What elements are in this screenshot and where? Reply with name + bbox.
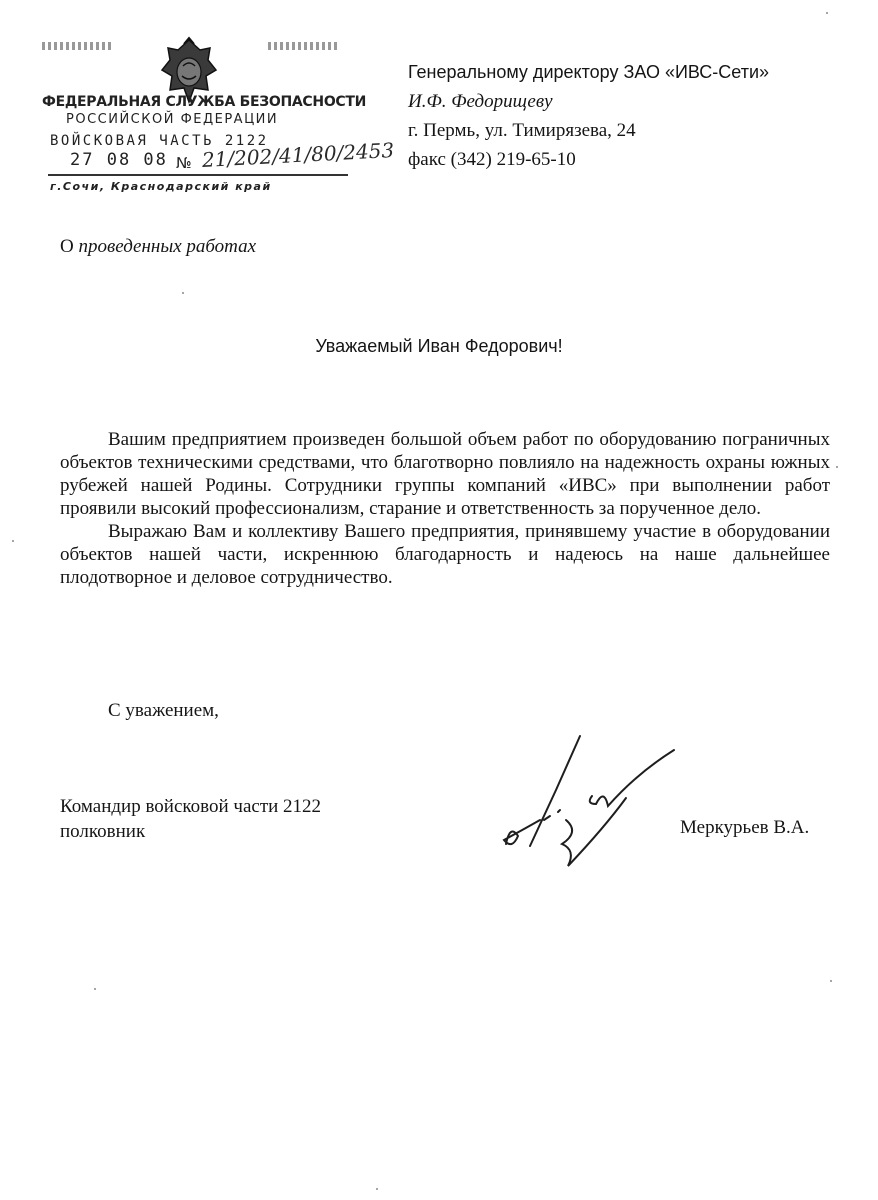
letterhead-city: г.Сочи, Краснодарский край (50, 180, 272, 193)
addressee-address: г. Пермь, ул. Тимирязева, 24 (408, 120, 636, 141)
salutation: Уважаемый Иван Федорович! (315, 336, 563, 356)
letter-number: 21/202/41/80/2453 (201, 137, 395, 172)
letter-subject (60, 236, 256, 258)
signatory-block (60, 794, 321, 844)
letter-date: 27 08 08 (70, 150, 168, 170)
signatory-rank: полковник (60, 821, 146, 842)
number-prefix: № (176, 154, 192, 172)
scan-speck (836, 466, 838, 468)
subject-text: проведенных работах (78, 236, 257, 257)
body-paragraph: Выражаю Вам и коллективу Вашего предприятия, принявшему участие в оборудовании объектов нашей части, искреннюю благодарность и надеюсь на наше дальнейшее плодотворное и деловое сотрудничество. (60, 521, 830, 588)
letterhead-stamp (30, 32, 395, 197)
scan-speck (830, 980, 832, 982)
scan-speck (12, 540, 14, 542)
addressee-name: И.Ф. Федорищеву (408, 91, 553, 112)
org-name-line2: РОССИЙСКОЙ ФЕДЕРАЦИИ (66, 112, 279, 127)
smudge-mark (42, 42, 112, 50)
subject-lead: О (60, 236, 79, 257)
scan-speck (182, 292, 184, 294)
addressee-fax: факс (342) 219-65-10 (408, 149, 576, 170)
letterhead-rule (48, 174, 348, 176)
body-paragraph: Вашим предприятием произведен большой объем работ по оборудованию пограничных объектов техническими средствами, что благотворно повлияло на надежность охраны южных рубежей нашей Родины. Сотрудники группы компаний «ИВС» при выполнении работ проявили высокий профессионализм, старание и ответственность за порученное дело. (60, 429, 830, 519)
signatory-position: Командир войсковой части 2122 (60, 796, 322, 817)
signer-name: Меркурьев В.А. (680, 817, 810, 838)
addressee-title: Генеральному директору ЗАО «ИВС-Сети» (408, 62, 770, 82)
scan-speck (94, 988, 96, 990)
military-unit: ВОЙСКОВАЯ ЧАСТЬ 2122 (50, 133, 269, 149)
org-name-line1: ФЕДЕРАЛЬНАЯ СЛУЖБА БЕЗОПАСНОСТИ (42, 94, 367, 110)
smudge-mark (268, 42, 338, 50)
scan-speck (376, 1188, 378, 1190)
closing: С уважением, (108, 700, 219, 721)
addressee-block (408, 58, 769, 174)
scan-speck (826, 12, 828, 14)
letter-body (60, 428, 830, 589)
handwritten-signature (496, 728, 686, 878)
